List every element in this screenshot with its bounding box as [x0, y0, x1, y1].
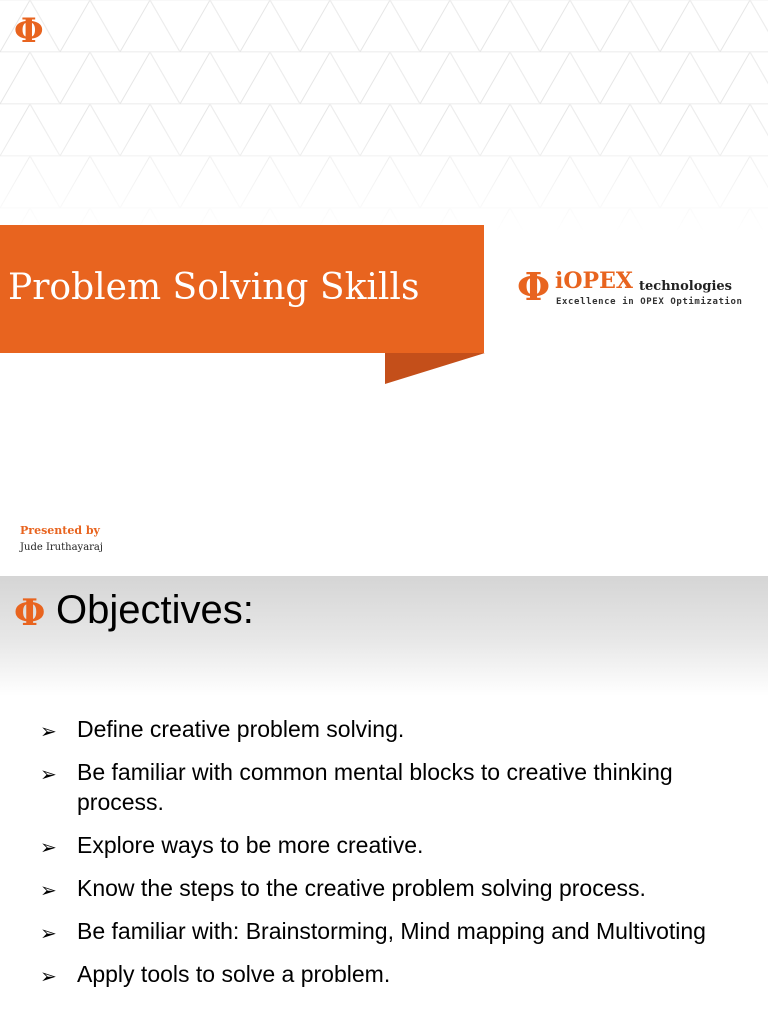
brand-phi-symbol: Φ [517, 264, 551, 309]
presenter-name: Jude Iruthayaraj [20, 542, 103, 553]
presentation-title: Problem Solving Skills [8, 267, 420, 308]
arrow-bullet-icon: ➢ [40, 878, 57, 902]
objectives-slide [0, 576, 768, 1024]
list-item [40, 757, 750, 817]
list-item [40, 959, 750, 989]
phi-logo-icon: Φ [14, 592, 46, 634]
list-item [40, 830, 750, 860]
arrow-bullet-icon: ➢ [40, 964, 57, 988]
arrow-bullet-icon: ➢ [40, 835, 57, 859]
list-item [40, 714, 750, 744]
presented-by-label: Presented by [20, 524, 100, 537]
brand-suffix: technologies [639, 279, 732, 294]
iopex-brand-logo [517, 266, 747, 312]
list-item-text: Know the steps to the creative problem solving process. [77, 875, 646, 901]
brand-tagline: Excellence in OPEX Optimization [556, 297, 743, 307]
list-item-text: Be familiar with: Brainstorming, Mind mapping and Multivoting [77, 918, 706, 944]
list-item-text: Be familiar with common mental blocks to creative thinking process. [77, 759, 673, 815]
list-item [40, 916, 750, 946]
arrow-bullet-icon: ➢ [40, 719, 57, 743]
list-item-text: Define creative problem solving. [77, 716, 405, 742]
objectives-title: Objectives: [56, 588, 254, 632]
list-item-text: Explore ways to be more creative. [77, 832, 424, 858]
arrow-bullet-icon: ➢ [40, 762, 57, 786]
list-item-text: Apply tools to solve a problem. [77, 961, 391, 987]
banner-fold-shape [385, 353, 485, 384]
brand-name: iOPEX [555, 268, 633, 294]
objectives-list [40, 714, 750, 1002]
phi-logo-icon: Φ [14, 11, 44, 51]
list-item [40, 873, 750, 903]
arrow-bullet-icon: ➢ [40, 921, 57, 945]
